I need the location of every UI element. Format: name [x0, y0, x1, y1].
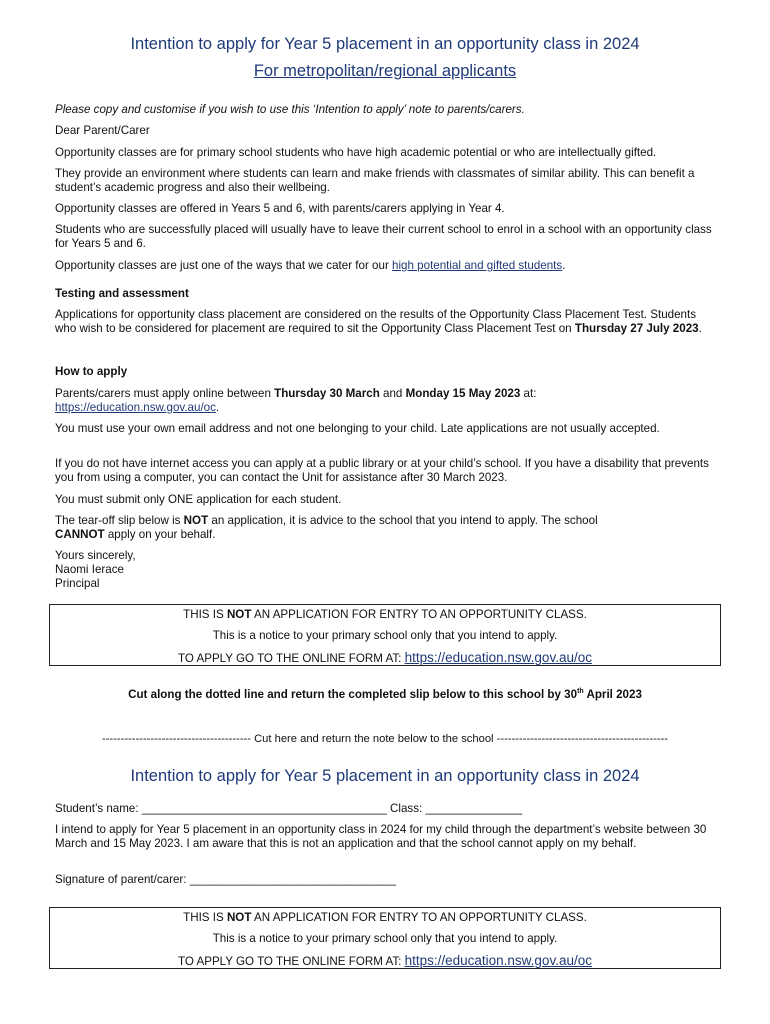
howto-and: and	[379, 387, 406, 400]
paragraph-1: Opportunity classes are for primary school students who have high academic potential or who are intellectually gifted.	[55, 146, 657, 159]
notice-line-1-a: THIS IS	[183, 911, 227, 924]
paragraph-4: Students who are successfully placed will usually have to leave their current school to enrol in a school with an opportunity class for Years 5 and 6.	[55, 223, 712, 250]
notice-link[interactable]: https://education.nsw.gov.au/oc	[404, 650, 592, 665]
testing-text: Applications for opportunity class placement are considered on the results of the Opportunity Class Placement Test. Students who wish to be considered for placement are required to sit the Opportunity Class Placement Test on	[55, 308, 697, 335]
student-name-line: Student’s name: ______________________________________ Class: _______________	[55, 802, 523, 815]
notice-box-top	[49, 604, 721, 666]
intent-paragraph: I intend to apply for Year 5 placement in an opportunity class in 2024 for my child through the department’s website between 30 March and 15 May 2023. I am aware that this is not an application and that the school cannot apply on my behalf.	[55, 823, 707, 850]
paragraph-5-prefix: Opportunity classes are just one of the ways that we cater for our	[55, 259, 393, 272]
notice-line-3-text: TO APPLY GO TO THE ONLINE FORM AT:	[178, 652, 405, 665]
how-to-apply-heading: How to apply	[55, 365, 128, 378]
instruction-text: Please copy and customise if you wish to use this ‘Intention to apply’ note to parents/carers.	[55, 103, 525, 116]
page-title: Intention to apply for Year 5 placement in an opportunity class in 2024	[130, 35, 640, 53]
apply-online-link[interactable]: https://education.nsw.gov.au/oc	[55, 401, 216, 414]
paragraph-3: Opportunity classes are offered in Years 5 and 6, with parents/carers applying in Year 4.	[55, 202, 505, 215]
internet-paragraph: If you do not have internet access you can apply at a public library or at your child’s school. If you have a disability that prevents you from using a computer, you can contact the Unit for assistance after 30 March 2023.	[55, 457, 709, 484]
page-subtitle: For metropolitan/regional applicants	[253, 62, 517, 80]
notice-line-3	[50, 953, 720, 968]
cut-instruction-sup: th	[577, 688, 584, 696]
paragraph-2: They provide an environment where students can learn and make friends with classmates of similar ability. This can benefit a student’s academic progress and also their wellbeing.	[55, 167, 695, 194]
signature-block	[55, 549, 715, 591]
paragraph-5-suffix: .	[562, 259, 566, 272]
howto-end: .	[215, 401, 220, 414]
one-application-paragraph: You must submit only ONE application for each student.	[55, 493, 342, 506]
signature-line: Signature of parent/carer: ________________________________	[55, 873, 397, 886]
notice-line-1-b: AN APPLICATION FOR ENTRY TO AN OPPORTUNITY CLASS.	[251, 911, 587, 924]
tearoff-b: an application, it is advice to the school that you intend to apply. The school	[208, 514, 598, 527]
cut-instruction-b: April 2023	[583, 688, 642, 701]
notice-line-3	[50, 650, 720, 665]
email-paragraph: You must use your own email address and not one belonging to your child. Late applications are not usually accepted.	[55, 422, 660, 435]
notice-link[interactable]: https://education.nsw.gov.au/oc	[404, 953, 592, 968]
principal-role: Principal	[55, 577, 100, 590]
cut-line: ---------------------------------------- Cut here and return the note below to the school ----------------------------------------------	[101, 733, 669, 745]
notice-line-1	[50, 911, 720, 924]
greeting: Dear Parent/Carer	[55, 124, 150, 137]
tearoff-paragraph	[55, 514, 715, 542]
tearoff-a: The tear-off slip below is	[55, 514, 184, 527]
howto-date-1: Thursday 30 March	[274, 387, 380, 400]
notice-line-1-b: AN APPLICATION FOR ENTRY TO AN OPPORTUNITY CLASS.	[251, 608, 587, 621]
tearoff-not: NOT	[183, 514, 209, 527]
notice-line-2: This is a notice to your primary school only that you intend to apply.	[212, 932, 558, 945]
paragraph-5	[55, 259, 715, 273]
testing-heading: Testing and assessment	[55, 287, 189, 300]
how-to-apply-paragraph	[55, 387, 715, 415]
notice-box-bottom	[49, 907, 721, 969]
cut-instruction	[0, 688, 770, 701]
testing-paragraph	[55, 308, 715, 336]
notice-line-3-text: TO APPLY GO TO THE ONLINE FORM AT:	[178, 955, 405, 968]
principal-name: Naomi Ierace	[55, 563, 124, 576]
testing-end: .	[698, 322, 702, 335]
gifted-students-link[interactable]: high potential and gifted students	[392, 259, 563, 272]
slip-title: Intention to apply for Year 5 placement in an opportunity class in 2024	[130, 767, 640, 785]
testing-date: Thursday 27 July 2023	[574, 322, 699, 335]
notice-line-2: This is a notice to your primary school only that you intend to apply.	[212, 629, 558, 642]
tearoff-cannot: CANNOT	[55, 528, 105, 541]
signoff: Yours sincerely,	[55, 549, 136, 562]
howto-prefix: Parents/carers must apply online between	[55, 387, 275, 400]
tearoff-c: apply on your behalf.	[104, 528, 216, 541]
notice-line-1	[50, 608, 720, 621]
howto-date-2: Monday 15 May 2023	[405, 387, 521, 400]
notice-line-1-a: THIS IS	[183, 608, 227, 621]
notice-line-1-not: NOT	[226, 608, 252, 621]
cut-instruction-a: Cut along the dotted line and return the completed slip below to this school by 30	[128, 688, 578, 701]
notice-line-1-not: NOT	[226, 911, 252, 924]
howto-at: at:	[520, 387, 537, 400]
